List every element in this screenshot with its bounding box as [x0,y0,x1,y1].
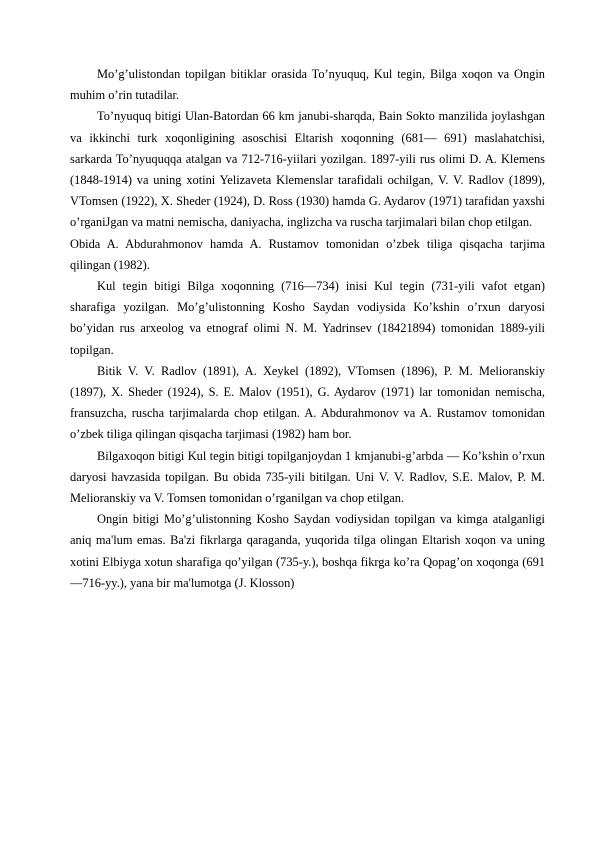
paragraph: Kul tegin bitigi Bilga xoqonning (716—734) inisi Kul tegin (731-yili vafot etgan) sharafiga yozilgan. Mo’g’ulistonning Kosho Saydan vodiysida Ko’kshin o’rxun daryosi bo’yidan rus arxeolog va etnograf olimi N. M. Yadrinsev (18421894) tomonidan 1889-yili topilgan. [70,279,545,357]
document-body [70,64,545,594]
paragraph: Mo’g’ulistondan topilgan bitiklar orasida To’nyuquq, Kul tegin, Bilga xoqon va Ongin muhim o’rin tutadilar. [70,67,545,103]
paragraph: Bitik V. V. Radlov (1891), A. Xeykel (1892), VTomsen (1896), P. M. Melioranskiy (1897), X. Sheder (1924), S. E. Malov (1951), G. Aydarov (1971) lar tomonidan nemischa, fransuzcha, ruscha tarjimalarda chop etilgan. A. Abdurahmonov va A. Rustamov tomonidan o’zbek tiliga qilingan qisqacha tarjimasi (1982) ham bor. [70,363,545,442]
paragraph: Obida A. Abdurahmonov hamda A. Rustamov tomonidan o’zbek tiliga qisqacha tarjima qilingan (1982). [70,236,545,272]
paragraph: Ongin bitigi Mo’g’ulistonning Kosho Saydan vodiysidan topilgan va kimga atalganligi aniq ma'lum emas. Ba'zi fikrlarga qaraganda, yuqorida tilga olingan Eltarish xoqon va uning xotini Elbiyga xotun sharafiga qo’yilgan (735-y.), boshqa fikrga ko’ra Qopag’on xoqonga (691—716-yy.), yana bir ma'lumotga (J. Klosson) [70,512,545,590]
paragraph: To’nyuquq bitigi Ulan-Batordan 66 km janubi-sharqda, Bain Sokto manzilida joylashgan va ikkinchi turk xoqonligining asoschisi Eltarish xoqonning (681— 691) maslahatchisi, sarkarda To’nyuquqqa atalgan va 712-716-yiilari yozilgan. 1897-yili rus olimi D. A. Klemens (1848-1914) va uning xotini Yelizaveta Klemenslar tarafidali ochilgan, V. V. Radlov (1899), VTomsen (1922), X. Sheder (1924), D. Ross (1930) hamda G. Aydarov (1971) tarafidan yaxshi o’rganiJgan va matni nemischa, daniyacha, inglizcha va ruscha tarjimalari bilan chop etilgan. [70,109,545,230]
paragraph: Bilgaxoqon bitigi Kul tegin bitigi topilganjoydan 1 kmjanubi-g’arbda — Ko’kshin o’rxun daryosi havzasida topilgan. Bu obida 735-yili bitilgan. Uni V. V. Radlov, S.E. Malov, P. M. Melioranskiy va V. Tomsen tomonidan o’rganilgan va chop etilgan. [70,448,545,506]
